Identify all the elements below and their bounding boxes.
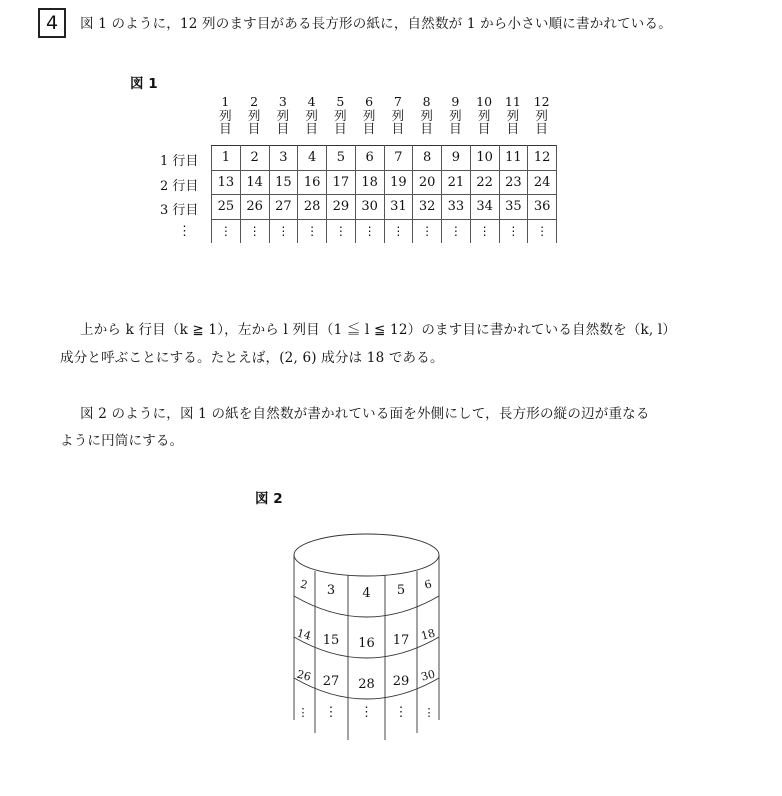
grid-cell: 14 <box>240 170 269 195</box>
column-header: 6 列 目 <box>362 94 376 136</box>
cylinder-cell-number: ⋮ <box>423 706 435 719</box>
cylinder-cell-number: 29 <box>392 674 410 689</box>
grid-cell: ⋮ <box>240 219 269 243</box>
column-header: 11 列 目 <box>504 94 521 136</box>
paragraph2-line2: ように円筒にする。 <box>60 433 184 449</box>
paragraph2-line1: 図 2 のように，図 1 の紙を自然数が書かれている面を外側にして，長方形の縦の辺が重なる <box>80 406 650 422</box>
grid-cell: 1 <box>212 146 241 171</box>
figure1-label: 図 1 <box>130 76 158 92</box>
row-header: 1 行目 <box>160 154 199 169</box>
grid-cell: ⋮ <box>413 219 442 243</box>
cylinder-cell-number: ⋮ <box>394 705 408 720</box>
grid-cell: 13 <box>212 170 241 195</box>
cylinder-cell-number: 5 <box>396 583 406 598</box>
grid-cell: 20 <box>413 170 442 195</box>
grid-cell: ⋮ <box>499 219 528 243</box>
question-intro: 図 1 のように，12 列のます目がある長方形の紙に，自然数が 1 から小さい順に書かれている。 <box>80 16 672 32</box>
grid-cell: 23 <box>499 170 528 195</box>
grid-cell: 3 <box>269 146 298 171</box>
grid-cell: 29 <box>327 195 356 220</box>
column-header: 4 列 目 <box>305 94 318 136</box>
grid-cell: ⋮ <box>442 219 471 243</box>
cylinder-cell-number: 28 <box>358 677 375 692</box>
grid-cell: 8 <box>413 146 442 171</box>
cylinder-cell-number: 4 <box>362 586 371 601</box>
grid-cell: ⋮ <box>528 219 557 243</box>
grid-cell: 16 <box>298 170 327 195</box>
cylinder-cell-number: 15 <box>322 633 340 648</box>
cylinder-cell-number: 26 <box>295 667 313 684</box>
grid-cell: 27 <box>269 195 298 220</box>
column-header: 1 列 目 <box>219 94 232 136</box>
grid-cell: ⋮ <box>269 219 298 243</box>
grid-cell: 17 <box>327 170 356 195</box>
grid-cell: 33 <box>442 195 471 220</box>
column-header: 5 列 目 <box>334 94 347 136</box>
row-header: ⋮ <box>178 223 191 239</box>
cylinder-cell-number: ⋮ <box>324 705 338 720</box>
cylinder-cell-number: 27 <box>322 674 340 689</box>
grid-cell: ⋮ <box>212 219 241 243</box>
grid-cell: ⋮ <box>355 219 384 243</box>
column-header: 10 列 目 <box>476 94 493 136</box>
cylinder-cell-number: 14 <box>295 626 313 643</box>
cylinder-cell-number: ⋮ <box>360 705 373 720</box>
paragraph1-line1: 上から k 行目（k ≧ 1），左から l 列目（1 ≦ l ≦ 12）のます目に書かれている自然数を（k, l） <box>80 322 677 338</box>
grid-cell: 22 <box>470 170 499 195</box>
grid-cell: 35 <box>499 195 528 220</box>
grid-cell: 32 <box>413 195 442 220</box>
cylinder-cell-number: ⋮ <box>297 706 309 719</box>
grid-cell: 4 <box>298 146 327 171</box>
row-header: 2 行目 <box>160 178 199 194</box>
cylinder-cell-number: 6 <box>423 577 434 592</box>
grid-cell: 30 <box>355 195 384 220</box>
figure2-label: 図 2 <box>255 491 283 507</box>
grid-cell: 34 <box>470 195 499 220</box>
grid-cell: 19 <box>384 170 413 195</box>
cylinder-cell-number: 2 <box>298 577 309 592</box>
grid-cell: 9 <box>442 146 471 171</box>
cylinder-cell-number: 17 <box>392 633 410 648</box>
column-header: 12 列 目 <box>533 94 550 136</box>
cylinder-top-ellipse <box>294 534 439 576</box>
cylinder-cell-number: 30 <box>419 667 437 684</box>
question-number: 4 <box>45 12 59 34</box>
grid-cell: 7 <box>384 146 413 171</box>
grid-cell: 28 <box>298 195 327 220</box>
grid-cell: ⋮ <box>470 219 499 243</box>
grid-cell: ⋮ <box>327 219 356 243</box>
column-header: 9 列 目 <box>449 94 462 136</box>
grid-cell: 10 <box>470 146 499 171</box>
grid-cell: 11 <box>499 146 528 171</box>
grid-cell: 6 <box>355 146 384 171</box>
grid-cell: 24 <box>528 170 557 195</box>
grid-cell: 26 <box>240 195 269 220</box>
column-header: 7 列 目 <box>391 94 405 136</box>
paragraph1-line2: 成分と呼ぶことにする。たとえば，(2, 6) 成分は 18 である。 <box>60 350 444 366</box>
grid-cell: 2 <box>240 146 269 171</box>
grid-cell: ⋮ <box>298 219 327 243</box>
grid-cell: 36 <box>528 195 557 220</box>
grid-cell: ⋮ <box>384 219 413 243</box>
grid-cell: 31 <box>384 195 413 220</box>
column-header: 3 列 目 <box>276 94 290 136</box>
cylinder-cell-number: 3 <box>326 583 336 598</box>
grid-cell: 18 <box>355 170 384 195</box>
grid-cell: 5 <box>327 146 356 171</box>
grid-cell: 12 <box>528 146 557 171</box>
cylinder-cell-number: 18 <box>419 626 437 643</box>
grid-cell: 25 <box>212 195 241 220</box>
row-header: 3 行目 <box>160 203 199 218</box>
grid-cell: 15 <box>269 170 298 195</box>
cylinder-cell-number: 16 <box>358 636 375 651</box>
grid-cell: 21 <box>442 170 471 195</box>
column-header: 2 列 目 <box>247 94 261 136</box>
column-header: 8 列 目 <box>420 94 433 136</box>
